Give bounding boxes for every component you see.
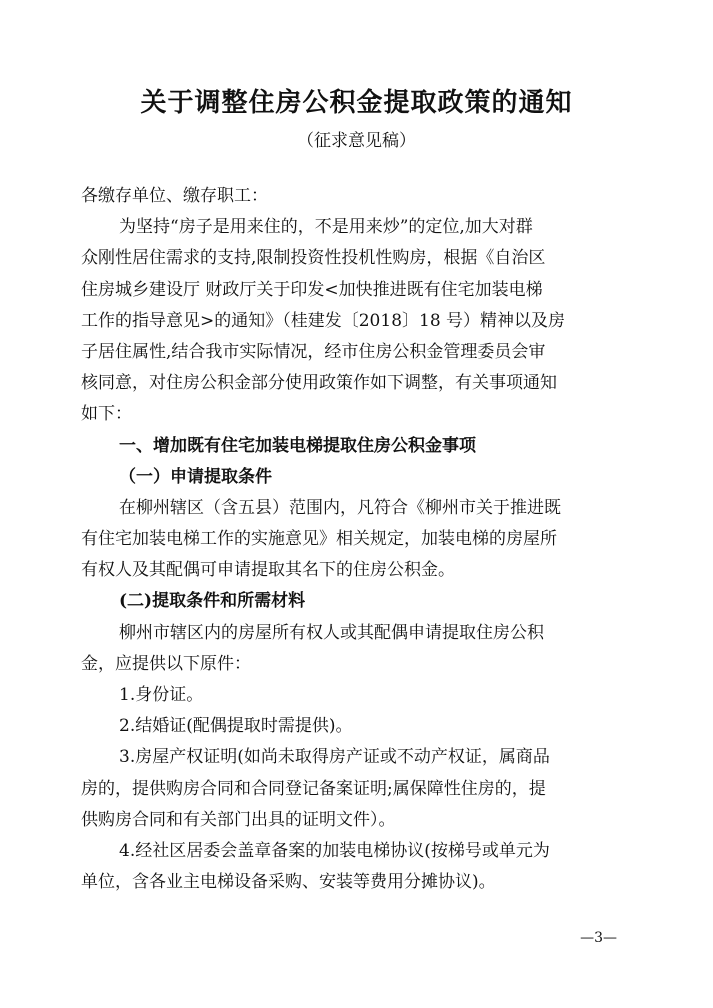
paragraph-line: 工作的指导意见>的通知》（桂建发〔2018〕18 号）精神以及房 [81,310,566,331]
paragraph-line: 在柳州辖区（含五县）范围内，凡符合《柳州市关于推进既 [119,497,561,518]
list-item: 2.结婚证(配偶提取时需提供)。 [119,716,353,737]
paragraph-line: 单位，含各业主电梯设备采购、安装等费用分摊协议)。 [81,872,496,893]
list-item: 3.房屋产权证明(如尚未取得房产证或不动产权证，属商品 [119,747,550,768]
paragraph-line: 住房城乡建设厅 财政厅关于印发<加快推进既有住宅加装电梯 [81,279,543,300]
paragraph-line: 如下： [81,404,132,425]
paragraph-line: 为坚持“房子是用来住的，不是用来炒”的定位,加大对群 [119,217,533,238]
paragraph-line: 众刚性居住需求的支持,限制投资性投机性购房，根据《自治区 [81,248,546,269]
document-subtitle: （征求意见稿） [297,131,416,151]
paragraph-line: 核同意，对住房公积金部分使用政策作如下调整，有关事项通知 [81,373,557,394]
document-title: 关于调整住房公积金提取政策的通知 [140,88,573,118]
page-number: —3— [580,930,617,946]
paragraph-line: 有权人及其配偶可申请提取其名下的住房公积金。 [81,560,455,581]
subsection-heading: （一）申请提取条件 [119,466,272,487]
paragraph-line: 有住宅加装电梯工作的实施意见》相关规定，加装电梯的房屋所 [81,529,557,550]
paragraph-line: 供购房合同和有关部门出具的证明文件）。 [81,809,396,830]
salutation: 各缴存单位、缴存职工： [81,186,268,206]
list-item: 4.经社区居委会盖章备案的加装电梯协议(按梯号或单元为 [119,840,550,861]
list-item: 1.身份证。 [119,685,204,705]
section-heading: 一、增加既有住宅加装电梯提取住房公积金事项 [119,435,476,456]
paragraph-line: 子居住属性,结合我市实际情况，经市住房公积金管理委员会审 [81,341,546,362]
paragraph-line: 房的，提供购房合同和合同登记备案证明;属保障性住房的，提 [81,778,546,799]
document-body [81,181,641,898]
paragraph-line: 柳州市辖区内的房屋所有权人或其配偶申请提取住房公积 [119,622,544,643]
paragraph-line: 金，应提供以下原件： [81,653,251,674]
subsection-heading: (二)提取条件和所需材料 [119,591,306,612]
